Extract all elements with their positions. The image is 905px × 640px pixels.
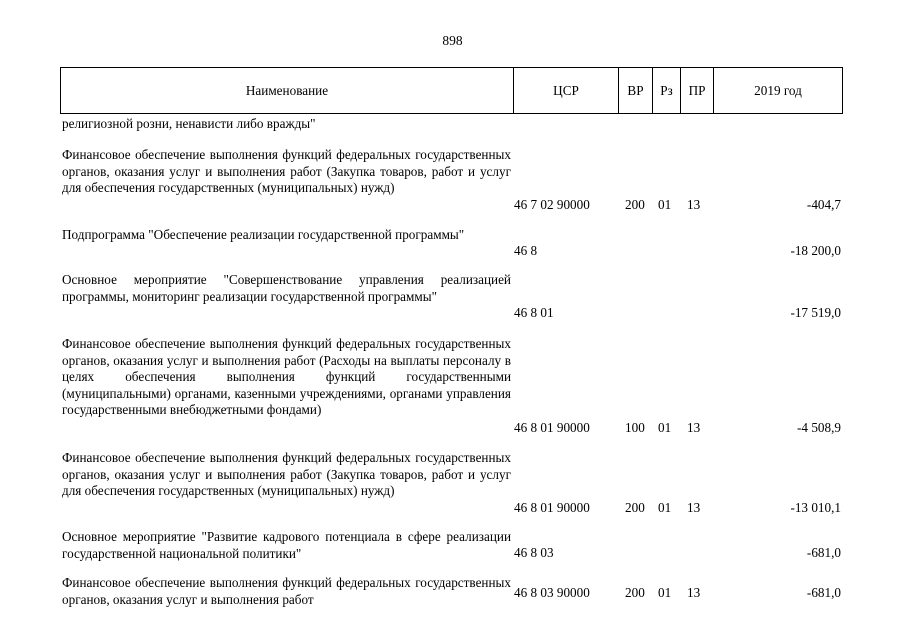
row-amount: -17 519,0 <box>790 305 841 320</box>
header-pr: ПР <box>688 83 706 98</box>
row-name: Финансовое обеспечение выполнения функций федеральных государственных органов, оказания услуг и выполнения работ (Расходы на выплаты персоналу в целях обеспечения выполнения функций государственными (муниципальными) органами, казенными учреждениями, органами управления государственными внебюджетными фондами) <box>62 336 511 417</box>
row-pr: 13 <box>687 500 701 515</box>
row-csr: 46 8 01 <box>514 305 554 320</box>
row-pr: 13 <box>687 197 701 212</box>
row-amount: -404,7 <box>806 197 841 212</box>
header-rz: Рз <box>660 83 673 98</box>
page-number: 898 <box>442 33 463 48</box>
row-rz: 01 <box>658 197 672 212</box>
row-csr: 46 8 <box>514 243 538 258</box>
row-csr: 46 7 02 90000 <box>514 197 590 212</box>
row-name: Основное мероприятие "Совершенствование управления реализацией программы, мониторинг реализации государственной программы" <box>62 272 511 304</box>
header-vr: ВР <box>627 83 644 98</box>
row-csr: 46 8 01 90000 <box>514 420 590 435</box>
row-pr: 13 <box>687 420 701 435</box>
row-vr: 200 <box>625 500 645 515</box>
row-name: Основное мероприятие "Развитие кадрового потенциала в сфере реализации государственной национальной политики" <box>62 529 511 561</box>
row-amount: -13 010,1 <box>790 500 841 515</box>
row-vr: 200 <box>625 197 645 212</box>
header-year: 2019 год <box>754 83 802 98</box>
row-rz: 01 <box>658 500 672 515</box>
row-csr: 46 8 03 <box>514 545 554 560</box>
row-amount: -681,0 <box>806 585 841 600</box>
row-name: религиозной розни, ненависти либо вражды" <box>62 116 316 131</box>
table-header <box>60 67 843 114</box>
row-vr: 200 <box>625 585 645 600</box>
header-csr: ЦСР <box>553 83 579 98</box>
row-name: Подпрограмма "Обеспечение реализации государственной программы" <box>62 227 465 242</box>
row-pr: 13 <box>687 585 701 600</box>
header-name: Наименование <box>245 83 329 98</box>
row-amount: -681,0 <box>806 545 841 560</box>
row-rz: 01 <box>658 420 672 435</box>
row-csr: 46 8 01 90000 <box>514 500 590 515</box>
row-name: Финансовое обеспечение выполнения функций федеральных государственных органов, оказания услуг и выполнения работ <box>62 575 511 607</box>
row-name: Финансовое обеспечение выполнения функций федеральных государственных органов, оказания услуг и выполнения работ (Закупка товаров, работ и услуг для обеспечения государственных (муниципальных) нужд) <box>62 147 511 195</box>
row-vr: 100 <box>625 420 645 435</box>
row-amount: -18 200,0 <box>790 243 841 258</box>
row-amount: -4 508,9 <box>797 420 841 435</box>
row-rz: 01 <box>658 585 672 600</box>
row-csr: 46 8 03 90000 <box>514 585 590 600</box>
row-name: Финансовое обеспечение выполнения функций федеральных государственных органов, оказания услуг и выполнения работ (Закупка товаров, работ и услуг для обеспечения государственных (муниципальных) нужд) <box>62 450 511 498</box>
